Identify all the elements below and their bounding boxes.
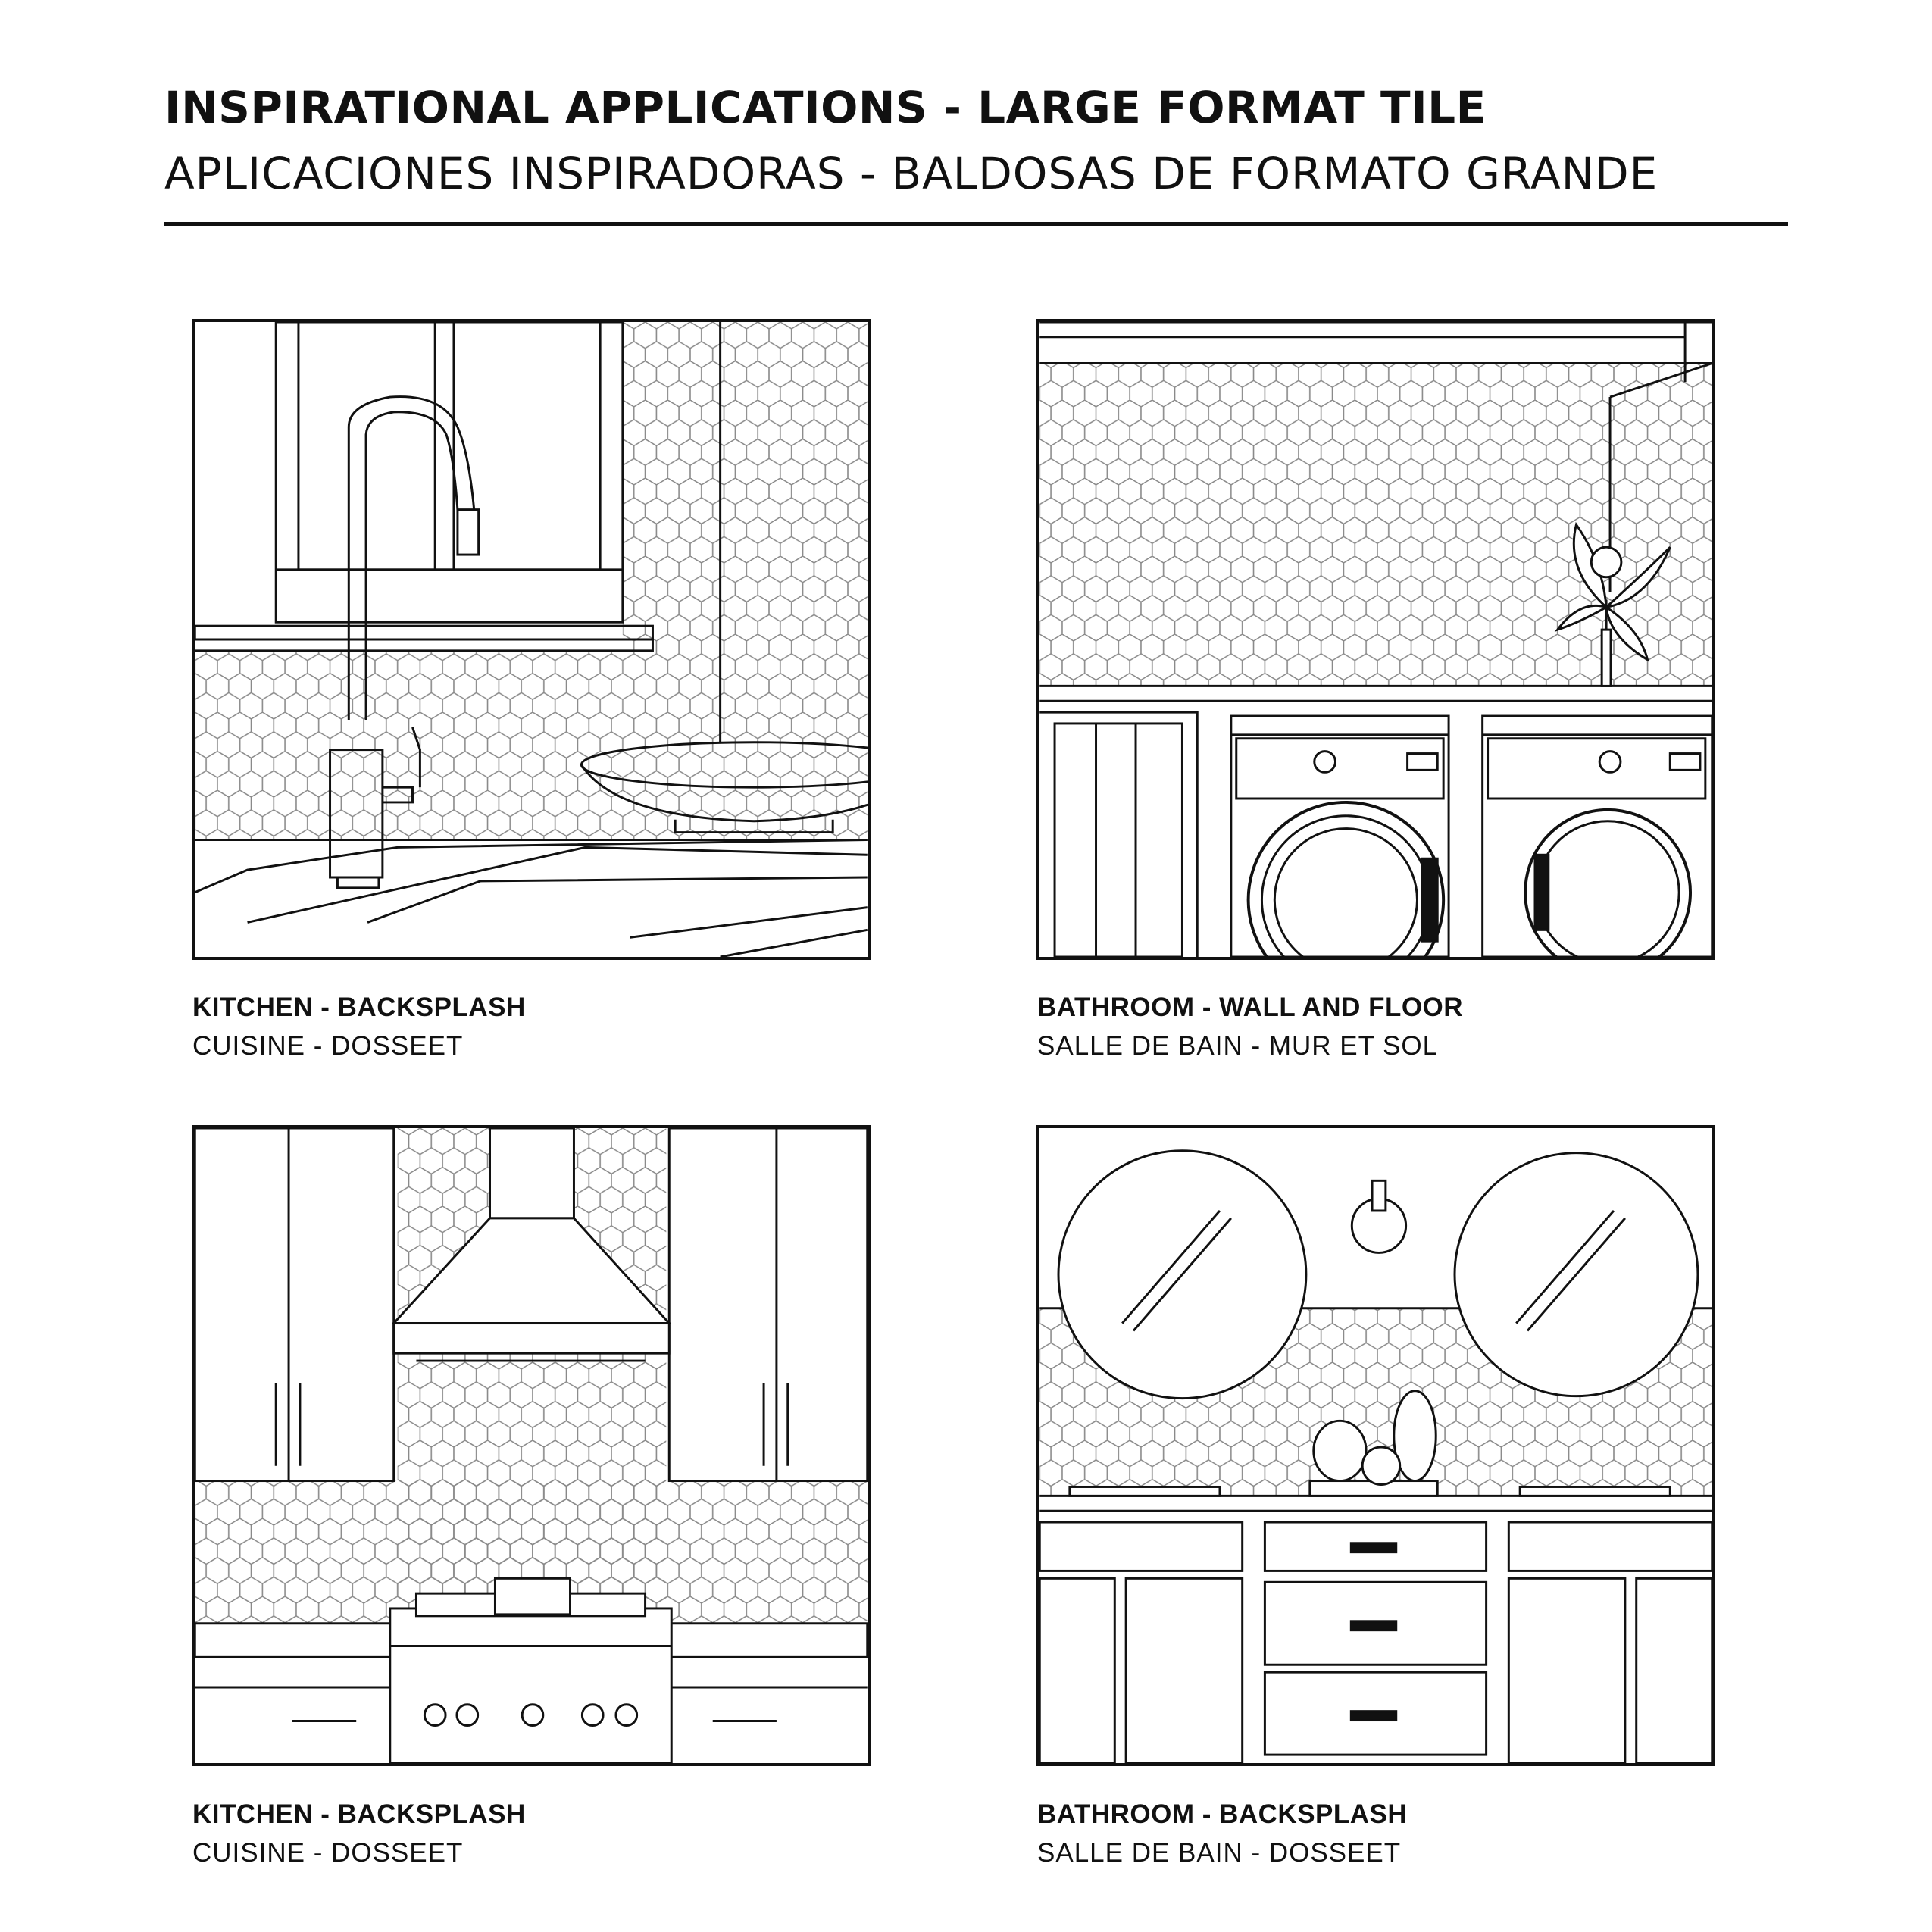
caption-bathroom-vanity: BATHROOM - BACKSPLASH <box>1037 1799 1408 1829</box>
caption-kitchen-range-alt: CUISINE - DOSSEET <box>192 1838 464 1868</box>
caption-bathroom-vanity-alt: SALLE DE BAIN - DOSSEET <box>1037 1838 1402 1868</box>
caption-laundry-alt: SALLE DE BAIN - MUR ET SOL <box>1037 1031 1439 1061</box>
page-subtitle: APLICACIONES INSPIRADORAS - BALDOSAS DE FORMATO GRANDE <box>164 148 1658 199</box>
laundry-room-illustration <box>1036 319 1715 960</box>
caption-kitchen-sink-alt: CUISINE - DOSSEET <box>192 1031 464 1061</box>
caption-kitchen-sink: KITCHEN - BACKSPLASH <box>192 993 526 1022</box>
bathroom-vanity-illustration <box>1036 1125 1715 1766</box>
caption-kitchen-range: KITCHEN - BACKSPLASH <box>192 1799 526 1829</box>
page-title: INSPIRATIONAL APPLICATIONS - LARGE FORMAT TILE <box>164 82 1487 133</box>
kitchen-range-illustration <box>192 1125 871 1766</box>
caption-laundry: BATHROOM - WALL AND FLOOR <box>1037 993 1464 1022</box>
header-rule <box>164 222 1788 226</box>
kitchen-sink-illustration <box>192 319 871 960</box>
